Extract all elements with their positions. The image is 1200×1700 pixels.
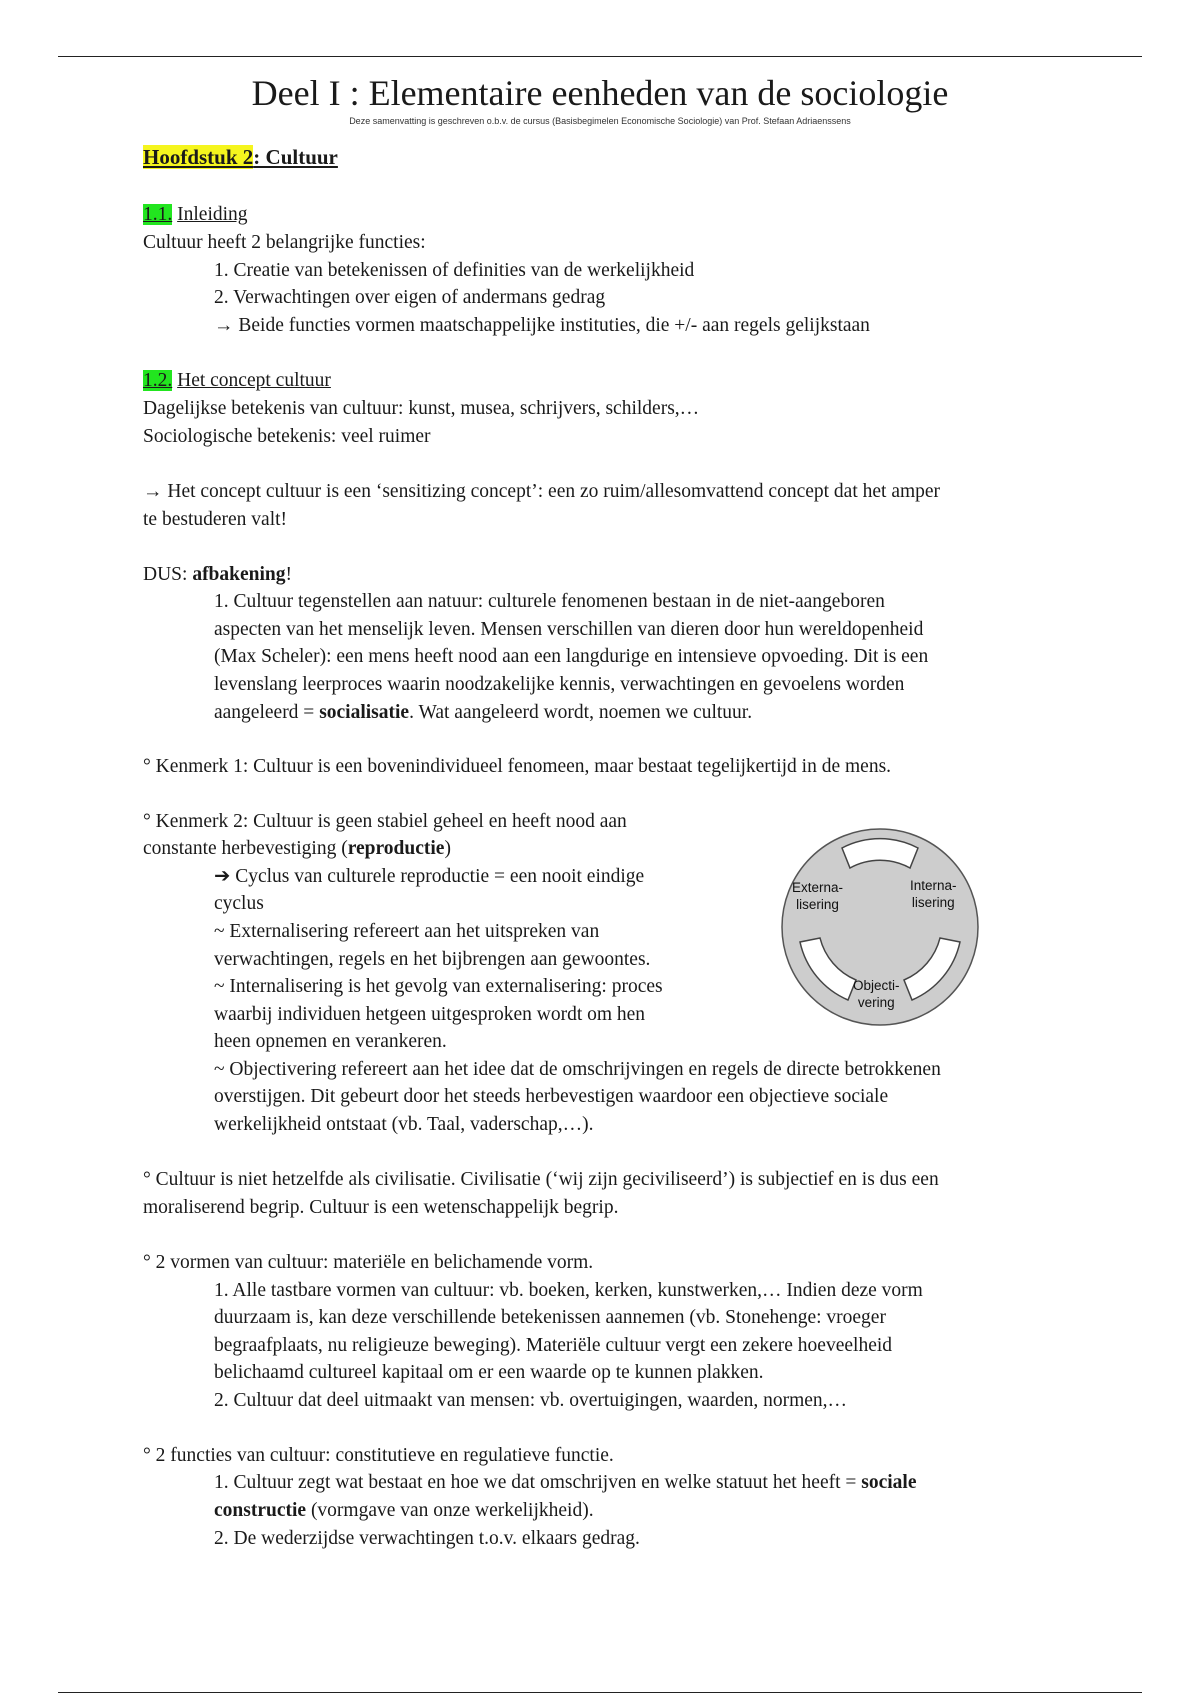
paragraph: Sociologische betekenis: veel ruimer	[143, 426, 431, 447]
bold-text: socialisatie	[319, 702, 410, 723]
label-line: vering	[857, 995, 895, 1010]
kenmerk-1: ° Kenmerk 1: Cultuur is een bovenindividueel fenomeen, maar bestaat tegelijkertijd in de mens.	[143, 756, 892, 777]
paragraph: werkelijkheid ontstaat (vb. Taal, vaderschap,…).	[214, 1114, 594, 1135]
section-number: 1.1.	[143, 204, 173, 225]
paragraph: 2. De wederzijdse verwachtingen t.o.v. elkaars gedrag.	[214, 1528, 640, 1549]
paragraph: ° Cultuur is niet hetzelfde als civilisatie. Civilisatie (‘wij zijn geciviliseerd’) is subjectief en is dus een	[143, 1169, 939, 1190]
bottom-rule	[58, 1692, 1142, 1693]
bold-text: reproductie	[347, 838, 445, 859]
paragraph: ~ Objectivering refereert aan het idee dat de omschrijvingen en regels de directe betrokkenen	[214, 1059, 941, 1080]
paragraph: duurzaam is, kan deze verschillende betekenissen aannemen (vb. Stonehenge: vroeger	[214, 1307, 886, 1328]
text: DUS:	[143, 564, 193, 585]
section-title: Inleiding	[177, 204, 248, 225]
chapter-title: : Cultuur	[253, 145, 338, 169]
dus-line	[143, 562, 292, 588]
chapter-heading	[143, 144, 338, 170]
conclusion-line: → Beide functies vormen maatschappelijke instituties, die +/- aan regels gelijkstaan	[214, 315, 870, 336]
paragraph: levenslang leerproces waarin noodzakelijke kennis, verwachtingen en gevoelens worden	[214, 674, 905, 695]
document-title: Deel I : Elementaire eenheden van de sociologie	[251, 73, 949, 113]
text: constante herbevestiging (	[143, 838, 348, 859]
section-title: Het concept cultuur	[177, 370, 331, 391]
section-number: 1.2.	[143, 370, 173, 391]
paragraph: verwachtingen, regels en het bijbrengen aan gewoontes.	[214, 949, 651, 970]
bold-text: afbakening	[192, 564, 286, 585]
label-externalisering	[792, 879, 843, 913]
paragraph: 1. Cultuur tegenstellen aan natuur: culturele fenomenen bestaan in de niet-aangeboren	[214, 591, 885, 612]
text: 1. Cultuur zegt wat bestaat en hoe we dat omschrijven en welke statuut het heeft =	[214, 1472, 862, 1493]
paragraph	[214, 1470, 917, 1496]
top-rule	[58, 56, 1142, 57]
paragraph: Cultuur heeft 2 belangrijke functies:	[143, 232, 426, 253]
paragraph	[143, 836, 451, 862]
label-line: lisering	[796, 897, 839, 912]
paragraph: moraliserend begrip. Cultuur is een wetenschappelijk begrip.	[143, 1197, 619, 1218]
paragraph: ° 2 functies van cultuur: constitutieve en regulatieve functie.	[143, 1445, 614, 1466]
text: . Wat aangeleerd wordt, noemen we cultuur.	[409, 702, 753, 723]
paragraph: heen opnemen en verankeren.	[214, 1031, 447, 1052]
chapter-number: Hoofdstuk 2	[143, 145, 254, 169]
label-line: Interna-	[910, 878, 957, 893]
paragraph: aspecten van het menselijk leven. Mensen verschillen van dieren door hun wereldopenheid	[214, 619, 924, 640]
document-subtitle: Deze samenvatting is geschreven o.b.v. de cursus (Basisbegimelen Economische Sociologie) van Prof. Stefaan Adriaenssens	[349, 116, 851, 126]
list-item: 2. Verwachtingen over eigen of andermans gedrag	[214, 287, 606, 308]
paragraph: overstijgen. Dit gebeurt door het steeds herbevestigen waardoor een objectieve sociale	[214, 1086, 889, 1107]
reproduction-cycle-figure	[770, 820, 1010, 1034]
list-item: 1. Creatie van betekenissen of definities van de werkelijkheid	[214, 260, 695, 281]
section-heading-1-1	[143, 202, 248, 228]
label-line: Objecti-	[853, 978, 900, 993]
paragraph: te bestuderen valt!	[143, 509, 288, 530]
paragraph: begraafplaats, nu religieuze beweging). Materiële cultuur vergt een zekere hoeveelheid	[214, 1335, 893, 1356]
paragraph: Dagelijkse betekenis van cultuur: kunst, musea, schrijvers, schilders,…	[143, 398, 700, 419]
label-line: lisering	[911, 895, 955, 910]
paragraph: 2. Cultuur dat deel uitmaakt van mensen: vb. overtuigingen, waarden, normen,…	[214, 1390, 848, 1411]
paragraph: 1. Alle tastbare vormen van cultuur: vb. boeken, kerken, kunstwerken,… Indien deze vorm	[214, 1280, 923, 1301]
paragraph	[214, 1498, 594, 1524]
paragraph: → Het concept cultuur is een ‘sensitizing concept’: een zo ruim/allesomvattend concept dat het amper	[143, 481, 941, 502]
text: !	[285, 564, 293, 585]
text: (vormgave van onze werkelijkheid).	[306, 1500, 594, 1521]
paragraph: ~ Internalisering is het gevolg van externalisering: proces	[214, 976, 663, 997]
paragraph: waarbij individuen hetgeen uitgesproken wordt om hen	[214, 1004, 646, 1025]
text: )	[444, 838, 451, 859]
bold-text: sociale	[861, 1472, 917, 1493]
paragraph: cyclus	[214, 893, 264, 914]
paragraph: (Max Scheler): een mens heeft nood aan een langdurige en intensieve opvoeding. Dit is een	[214, 646, 929, 667]
section-heading-1-2	[143, 368, 331, 394]
label-objectivering	[853, 977, 900, 1011]
paragraph	[214, 700, 752, 726]
text: aangeleerd =	[214, 702, 320, 723]
bold-text: constructie	[214, 1500, 307, 1521]
label-internalisering	[910, 877, 957, 911]
paragraph: ~ Externalisering refereert aan het uitspreken van	[214, 921, 600, 942]
paragraph: ° 2 vormen van cultuur: materiële en belichamende vorm.	[143, 1252, 594, 1273]
kenmerk-2: ° Kenmerk 2: Cultuur is geen stabiel geheel en heeft nood aan	[143, 811, 627, 832]
label-line: Externa-	[792, 880, 844, 895]
paragraph: ➔ Cyclus van culturele reproductie = een nooit eindige	[214, 866, 645, 887]
paragraph: belichaamd cultureel kapitaal om er een waarde op te kunnen plakken.	[214, 1362, 764, 1383]
